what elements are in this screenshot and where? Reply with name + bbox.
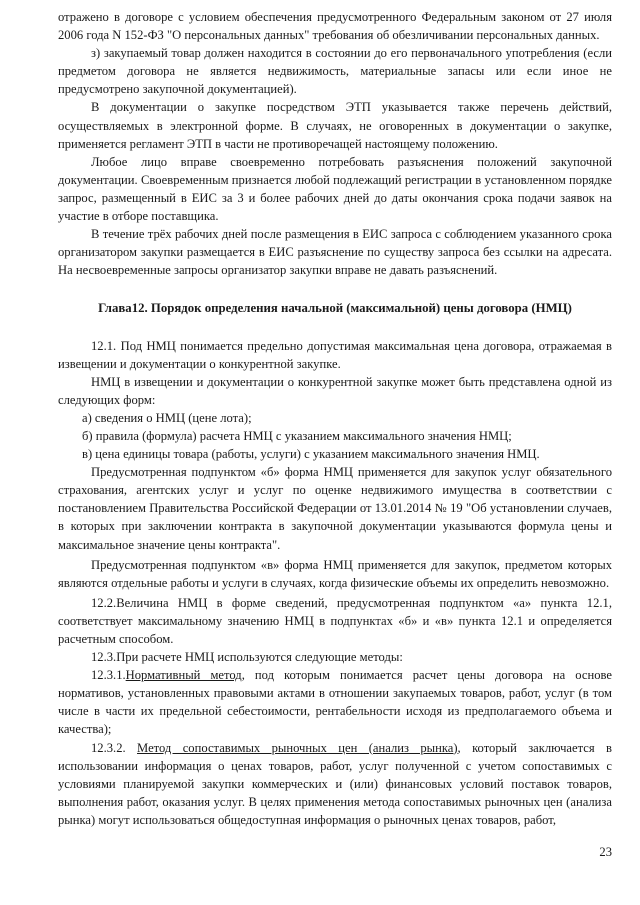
method-term: Метод сопоставимых рыночных цен (анализ рынка) — [137, 740, 458, 755]
paragraph-form-v-usage: Предусмотренная подпунктом «в» форма НМЦ применяется для закупок, предметом которых являются отдельные работы и услуги в случаях, когда физические объемы их определить невозможно. — [58, 557, 612, 590]
list-item-form-a: а) сведения о НМЦ (цене лота); — [82, 410, 252, 425]
paragraph-clarification-response: В течение трёх рабочих дней после размещения в ЕИС запроса с соблюдением указанного срока организатором закупки размещается в ЕИС разъяснение по существу запроса без ссылки на адресата. На несвоевременные запросы организатор закупки вправе не давать разъяснений. — [58, 227, 612, 278]
clause-text: , который заключается в использовании информация о ценах товаров, работ, услуг полученной с учетом сопоставимых с условиями планируемой закупки коммерческих и (или) финансовых условий поставок товаров, выполнения работ, оказания услуг. В целях применения метода сопоставимых рыночных цен (анализа рынка) могут использоваться общедоступная информация о рыночных ценах товаров, работ, — [58, 740, 612, 827]
clause-number: 12.3.1. — [91, 668, 126, 683]
paragraph-forms-intro: НМЦ в извещении и документации о конкурентной закупке может быть представлена одной из следующих форм: — [58, 374, 612, 407]
paragraph-12-3-2 — [58, 739, 612, 829]
paragraph-etp-actions: В документации о закупке посредством ЭТП указывается также перечень действий, осуществляемых в электронной форме. В случаях, не оговоренных в документации о закупке, применяется регламент ЭТП в части не противоречащей настоящему положению. — [58, 100, 612, 151]
clause-number: 12.3.2. — [91, 740, 126, 755]
paragraph-12-2: 12.2.Величина НМЦ в форме сведений, предусмотренная подпунктом «а» пункта 12.1, соответствует максимальному значению НМЦ в подпунктах «б» и «в» пункта 12.1 и определяется расчетным способом. — [58, 595, 612, 646]
paragraph-personal-data: отражено в договоре с условием обеспечения предусмотренного Федеральным законом от 27 июля 2006 года N 152-ФЗ "О персональных данных" требования об обезличивании персональных данных. — [58, 10, 612, 43]
chapter-heading: Глава12. Порядок определения начальной (максимальной) цены договора (НМЦ) — [98, 301, 572, 316]
paragraph-form-b-usage: Предусмотренная подпунктом «б» форма НМЦ применяется для закупок услуг обязательного страхования, агентских услуг и услуг по оценке недвижимого имущества в соответствии с постановлением Правительства Российской Федерации от 13.01.2014 № 19 "Об установлении случаев, в которых при заключении контракта в закупочной документации указываются формула цены и максимальное значение цены контракта". — [58, 465, 612, 552]
paragraph-12-3-1 — [58, 666, 612, 738]
page-number: 23 — [599, 845, 612, 859]
list-item-form-v: в) цена единицы товара (работы, услуги) с указанием максимального значения НМЦ. — [82, 447, 540, 462]
paragraph-clarification-request: Любое лицо вправе своевременно потребовать разъяснения положений закупочной документации. Своевременным признается любой подлежащий регистрации в установленном порядке запрос, размещенный в ЕИС за 3 и более рабочих дней до даты окончания срока подачи заявок на участие в отборе поставщика. — [58, 154, 612, 224]
clause-text: , под которым понимается расчет цены договора на основе нормативов, установленных правовыми актами в отношении закупаемых товаров, работ, услуг (в том числе в части их предельной себестоимости, рентабельности исходя из предполагаемого объема и качества); — [58, 668, 612, 737]
paragraph-12-1: 12.1. Под НМЦ понимается предельно допустимая максимальная цена договора, отражаемая в извещении и документации о конкурентной закупке. — [58, 338, 612, 371]
method-term: Нормативный метод — [125, 668, 242, 683]
document-page — [58, 8, 612, 829]
list-item-form-b: б) правила (формула) расчета НМЦ с указанием максимального значения НМЦ; — [82, 428, 512, 443]
paragraph-item-z: з) закупаемый товар должен находится в состоянии до его первоначального употребления (если предметом договора не является недвижимость, материальные запасы или если иное не предусмотрено закупочной документацией). — [58, 46, 612, 97]
paragraph-12-3: 12.3.При расчете НМЦ используются следующие методы: — [91, 650, 403, 665]
